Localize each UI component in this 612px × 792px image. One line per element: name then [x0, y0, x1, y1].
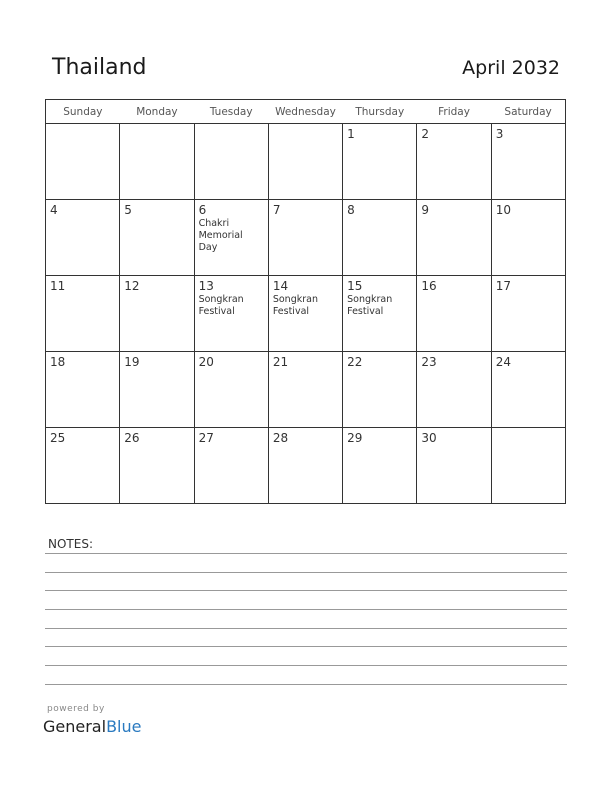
- notes-line: [45, 684, 567, 685]
- day-cell: [120, 124, 194, 200]
- day-number: 2: [421, 127, 430, 141]
- day-cell: [343, 124, 417, 200]
- day-cell: [343, 200, 417, 276]
- logo-general: General: [43, 717, 107, 736]
- week-row: [46, 124, 566, 200]
- logo-blue: Blue: [106, 717, 142, 736]
- week-row: [46, 276, 566, 352]
- day-number: 6: [198, 203, 207, 217]
- week-row: [46, 200, 566, 276]
- day-cell: [491, 352, 565, 428]
- day-number: 24: [495, 355, 511, 369]
- day-cell: [417, 428, 491, 504]
- day-cell: [268, 124, 342, 200]
- holiday-label: Chakri Memorial Day: [198, 218, 243, 253]
- day-cell: [194, 276, 268, 352]
- day-cell: [417, 124, 491, 200]
- generalblue-logo: [43, 717, 141, 736]
- country-title: Thailand: [52, 55, 147, 80]
- notes-label: NOTES:: [48, 537, 93, 551]
- day-number: 7: [272, 203, 281, 217]
- day-cell: [194, 124, 268, 200]
- day-number: 16: [421, 279, 437, 293]
- day-cell: [268, 200, 342, 276]
- day-number: 27: [198, 431, 214, 445]
- day-cell: [491, 124, 565, 200]
- day-cell: [46, 428, 120, 504]
- day-number: 3: [495, 127, 504, 141]
- powered-by-text: powered by: [47, 704, 105, 714]
- day-number: 21: [272, 355, 289, 369]
- day-cell: [343, 428, 417, 504]
- day-cell: [46, 200, 120, 276]
- weekday-header-row: [46, 100, 566, 124]
- week-row: [46, 352, 566, 428]
- day-number: 25: [50, 431, 66, 445]
- day-number: 30: [421, 431, 437, 445]
- day-number: 14: [272, 279, 289, 293]
- weekday-thursday: Thursday: [343, 100, 417, 124]
- day-number: 10: [495, 203, 511, 217]
- day-number: 12: [124, 279, 140, 293]
- day-number: 20: [198, 355, 214, 369]
- weekday-sunday: Sunday: [46, 100, 120, 124]
- day-cell: [120, 352, 194, 428]
- day-number: 9: [421, 203, 430, 217]
- day-cell: [268, 276, 342, 352]
- day-cell: [46, 276, 120, 352]
- day-cell: [120, 200, 194, 276]
- holiday-label: Songkran Festival: [272, 294, 318, 317]
- day-number: 19: [124, 355, 140, 369]
- notes-line: [45, 572, 567, 573]
- day-number: 5: [124, 203, 132, 217]
- day-cell: [417, 352, 491, 428]
- day-cell: [491, 200, 565, 276]
- day-number: 15: [347, 279, 363, 293]
- day-cell: [343, 276, 417, 352]
- day-cell: [268, 352, 342, 428]
- day-cell: [417, 276, 491, 352]
- weekday-saturday: Saturday: [491, 100, 565, 124]
- weekday-friday: Friday: [417, 100, 491, 124]
- day-number: 26: [124, 431, 140, 445]
- day-cell: [491, 276, 565, 352]
- notes-line: [45, 628, 567, 629]
- month-year-title: April 2032: [462, 57, 560, 79]
- day-number: 22: [347, 355, 363, 369]
- day-number: 13: [198, 279, 214, 293]
- day-cell: [194, 352, 268, 428]
- day-cell: [268, 428, 342, 504]
- notes-line: [45, 646, 567, 647]
- day-cell: [417, 200, 491, 276]
- day-cell: [46, 124, 120, 200]
- day-cell: [46, 352, 120, 428]
- holiday-label: Songkran Festival: [198, 294, 244, 317]
- day-number: 1: [347, 127, 355, 141]
- day-cell: [194, 200, 268, 276]
- day-number: 18: [50, 355, 66, 369]
- week-row: [46, 428, 566, 504]
- day-number: 8: [347, 203, 355, 217]
- day-number: 11: [50, 279, 66, 293]
- day-number: 29: [347, 431, 363, 445]
- weekday-tuesday: Tuesday: [194, 100, 268, 124]
- notes-line: [45, 665, 567, 666]
- day-number: 4: [50, 203, 58, 217]
- day-cell: [120, 276, 194, 352]
- notes-line: [45, 553, 567, 554]
- weekday-wednesday: Wednesday: [268, 100, 342, 124]
- day-cell: [343, 352, 417, 428]
- day-cell: [491, 428, 565, 504]
- day-cell: [120, 428, 194, 504]
- notes-line: [45, 609, 567, 610]
- day-cell: [194, 428, 268, 504]
- day-number: 17: [495, 279, 511, 293]
- weekday-monday: Monday: [120, 100, 194, 124]
- notes-line: [45, 590, 567, 591]
- calendar-grid: [45, 99, 566, 504]
- day-number: 28: [272, 431, 289, 445]
- holiday-label: Songkran Festival: [347, 294, 393, 317]
- day-number: 23: [421, 355, 437, 369]
